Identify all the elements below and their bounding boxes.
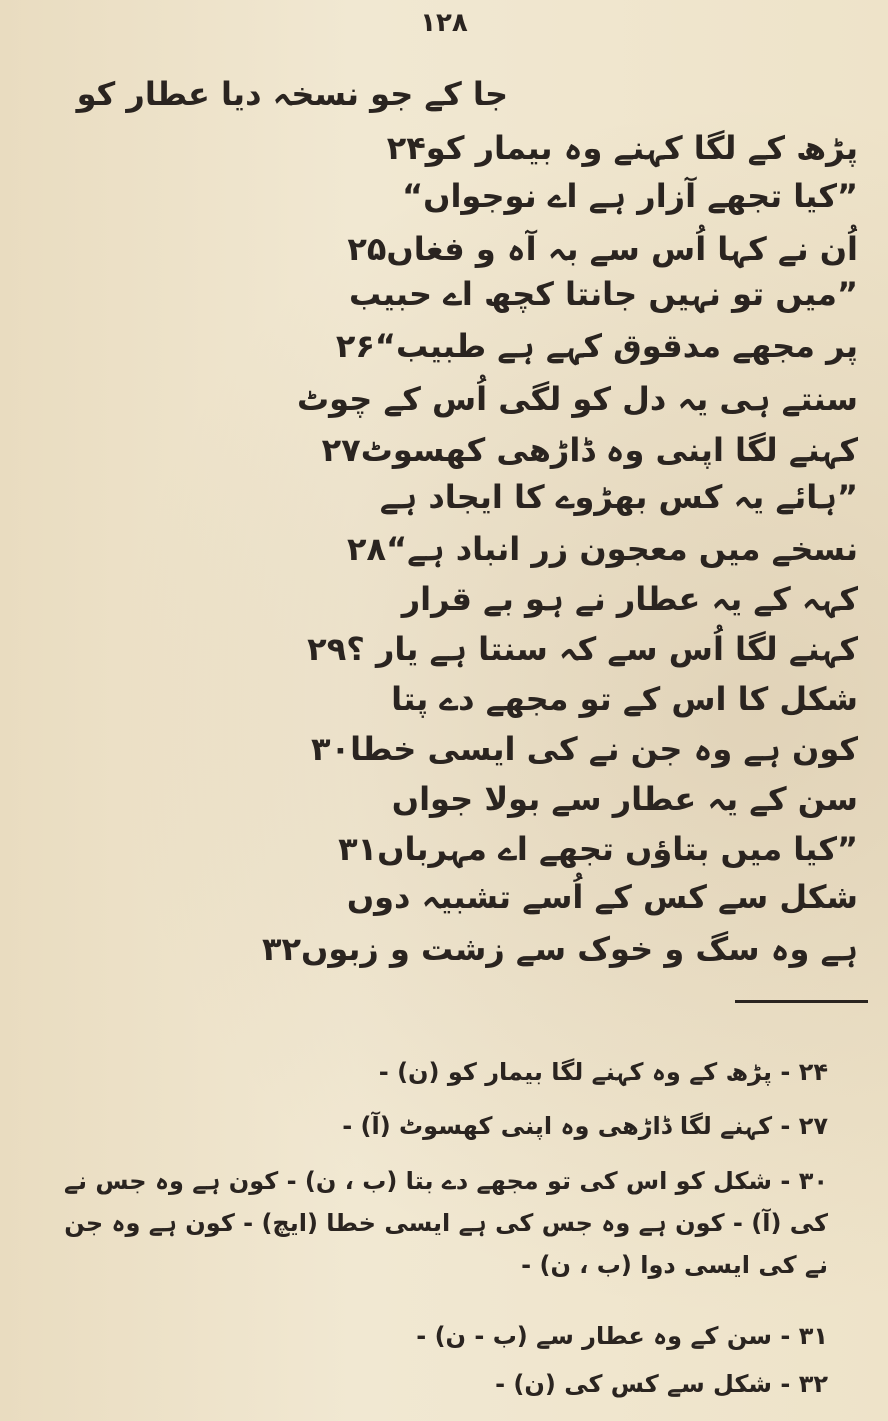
footnote: ۲۷ - کہنے لگا ڈاڑھی وہ اپنی کھسوٹ (آ) - [342, 1112, 828, 1140]
verse-line: شکل کا اس کے تو مجھے دے پتا [391, 680, 858, 718]
verse-line: شکل سے کس کے اُسے تشبیہ دوں [346, 878, 858, 916]
verse-line: کہہ کے یہ عطار نے ہو بے قرار [401, 580, 858, 618]
verse-line: سن کے یہ عطار سے بولا جواں [391, 780, 858, 818]
verse-line: سنتے ہی یہ دل کو لگی اُس کے چوٹ [297, 380, 858, 418]
verse-line: نسخے میں معجون زر انباد ہے“۲۸ [347, 530, 858, 568]
verse-line: کون ہے وہ جن نے کی ایسی خطا۳۰ [311, 730, 858, 768]
verse-line: پر مجھے مدقوق کہے ہے طبیب“۲۶ [335, 327, 858, 365]
verse-line: پڑھ کے لگا کہنے وہ بیمار کو۲۴ [386, 129, 858, 167]
footnote-divider [735, 1000, 868, 1003]
verse-line: اُن نے کہا اُس سے بہ آہ و فغاں۲۵ [347, 230, 858, 268]
footnote: ۲۴ - پڑھ کے وہ کہنے لگا بیمار کو (ن) - [378, 1058, 828, 1086]
verse-line: کہنے لگا اپنی وہ ڈاڑھی کھسوٹ۲۷ [321, 431, 858, 469]
footnote: ۳۰ - شکل کو اس کی تو مجھے دے بتا (ب ، ن) - کون ہے وہ جس نے کی (آ) - کون ہے وہ جس کی ہے ایسی خطا (ایچ) - کون ہے وہ جن نے کی ایسی دوا (ب ، ن) - [63, 1167, 828, 1279]
verse-line: ”ہائے یہ کس بھڑوے کا ایجاد ہے [379, 478, 858, 516]
footnote: ۳۱ - سن کے وہ عطار سے (ب - ن) - [416, 1322, 828, 1350]
verse-line: ”کیا میں بتاؤں تجھے اے مہرباں۳۱ [338, 830, 858, 868]
verse-line: ”کیا تجھے آزار ہے اے نوجواں“ [402, 177, 858, 215]
page-number: ۱۲۸ [420, 8, 468, 38]
verse-line: ”میں تو نہیں جانتا کچھ اے حبیب [348, 275, 858, 313]
footnote: ۳۲ - شکل سے کس کی (ن) - [495, 1370, 828, 1398]
verse-line: ہے وہ سگ و خوک سے زشت و زبوں۳۲ [261, 930, 858, 968]
verse-line: کہنے لگا اُس سے کہ سنتا ہے یار ؟۲۹ [307, 630, 858, 668]
verse-line: جا کے جو نسخہ دیا عطار کو [76, 75, 508, 113]
